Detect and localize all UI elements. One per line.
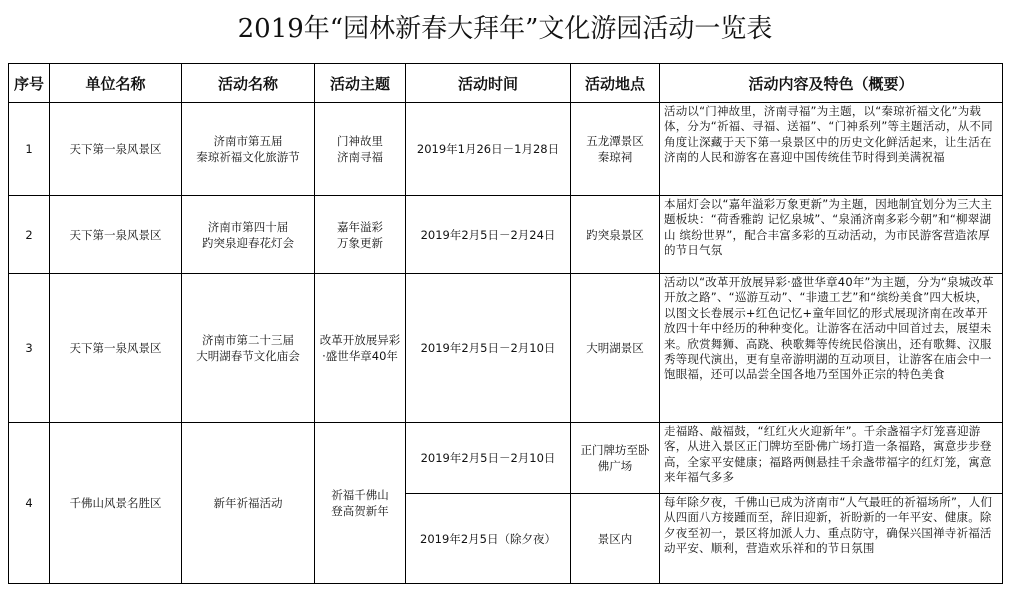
place-text: 大明湖景区: [586, 341, 644, 355]
row-content: 本届灯会以“嘉年溢彩万象更新”为主题，因地制宜划分为三大主题板块：“荷香雅韵 记忆泉城”、“泉涌济南多彩今朝”和“柳翠湖山 缤纷世界”，配合丰富多彩的互动活动，为市民游客营造浓厚的节日气氛: [660, 196, 1003, 274]
row-activity-name: [182, 274, 315, 423]
row-place: [571, 274, 660, 423]
place-text: 景区内: [597, 531, 633, 546]
page-title: 2019年“园林新春大拜年”文化游园活动一览表: [237, 14, 773, 44]
header-theme: 活动主题: [315, 64, 406, 103]
place-text: 趵突泉景区: [586, 227, 644, 242]
row-time: 2019年2月5日－2月10日: [406, 423, 571, 494]
row-no: 3: [9, 274, 50, 423]
row-activity-name: [182, 196, 315, 274]
row-time: 2019年2月5日－2月24日: [406, 196, 571, 274]
row-activity-name: [182, 423, 315, 584]
row-no: 1: [9, 103, 50, 196]
row-content: 走福路、敲福鼓，“红红火火迎新年”。千余盏福字灯笼喜迎游客，从进入景区正门牌坊至卧佛广场打造一条福路，寓意步步登高，全家平安健康；福路两侧悬挂千余盏带福字的红灯笼，寓意来年福气多多: [660, 423, 1003, 494]
place-text: 正门牌坊至卧 佛广场: [580, 443, 650, 473]
table-row: [9, 103, 1003, 196]
table-row: [9, 196, 1003, 274]
row-theme: 改革开放展异彩·盛世华章40年: [315, 274, 406, 423]
theme-text: 祈福千佛山 登高贺新年: [331, 488, 389, 518]
row-place: [571, 494, 660, 584]
row-no: 2: [9, 196, 50, 274]
row-theme: [315, 196, 406, 274]
row-place: [571, 103, 660, 196]
row-activity-name: [182, 103, 315, 196]
header-place: 活动地点: [571, 64, 660, 103]
theme-text: 门神故里 济南寻福: [337, 134, 383, 164]
row-theme: [315, 103, 406, 196]
row-unit: 千佛山风景名胜区: [50, 423, 182, 584]
place-text: 五龙潭景区 秦琼祠: [586, 134, 644, 164]
activity-name-text: 济南市第四十届 趵突泉迎春花灯会: [202, 219, 294, 250]
row-no: 4: [9, 423, 50, 584]
table-row: [9, 274, 1003, 423]
row-time: 2019年2月5日－2月10日: [406, 274, 571, 423]
row-time: 2019年1月26日－1月28日: [406, 103, 571, 196]
activity-name-text: 济南市第五届 秦琼祈福文化旅游节: [196, 134, 300, 164]
activity-name-text: 济南市第二十三届 大明湖春节文化庙会: [196, 333, 300, 363]
table-row: [9, 423, 1003, 494]
row-time: 2019年2月5日（除夕夜）: [406, 494, 571, 584]
header-activity-name: 活动名称: [182, 64, 315, 103]
activity-name-text: 新年祈福活动: [213, 496, 283, 510]
theme-text: 嘉年溢彩 万象更新: [337, 219, 383, 250]
header-time: 活动时间: [406, 64, 571, 103]
row-unit: 天下第一泉风景区: [50, 196, 182, 274]
row-content: 活动以“改革开放展异彩·盛世华章40年”为主题，分为“泉城改革开放之路”、“巡游互动”、“非遗工艺”和“缤纷美食”四大板块，以图文长卷展示+红色记忆+童年回忆的形式展现济南在改革开放四十年中经历的种种变化。让游客在活动中回首过去，展望未来。欣赏舞狮、高跷、秧歌舞等传统民俗演出，还有歌舞、汉服秀等现代演出，更有皇帝游明湖的互动项目，让游客在庙会中一饱眼福，还可以品尝全国各地乃至国外正宗的特色美食: [660, 274, 1003, 423]
row-theme: [315, 423, 406, 584]
row-place: [571, 423, 660, 494]
header-row: [9, 64, 1003, 103]
header-unit: 单位名称: [50, 64, 182, 103]
row-content: 每年除夕夜，千佛山已成为济南市“人气最旺的祈福场所”，人们从四面八方接踵而至，辞旧迎新，祈盼新的一年平安、健康。除夕夜至初一，景区将加派人力、重点防守，确保兴国禅寺祈福活动平安、顺利，营造欢乐祥和的节日氛围: [660, 494, 1003, 584]
row-unit: 天下第一泉风景区: [50, 274, 182, 423]
row-place: [571, 196, 660, 274]
header-content: 活动内容及特色（概要）: [660, 64, 1003, 103]
header-no: 序号: [9, 64, 50, 103]
row-content: 活动以“门神故里，济南寻福”为主题，以“秦琼祈福文化”为载体，分为“祈福、寻福、送福”、“门神系列”等主题活动，从不同角度让深藏于天下第一泉景区中的历史文化鲜活起来，让生活在济南的人民和游客在喜迎中国传统佳节时得到美满祝福: [660, 103, 1003, 196]
row-unit: 天下第一泉风景区: [50, 103, 182, 196]
activity-table: [8, 63, 1003, 584]
